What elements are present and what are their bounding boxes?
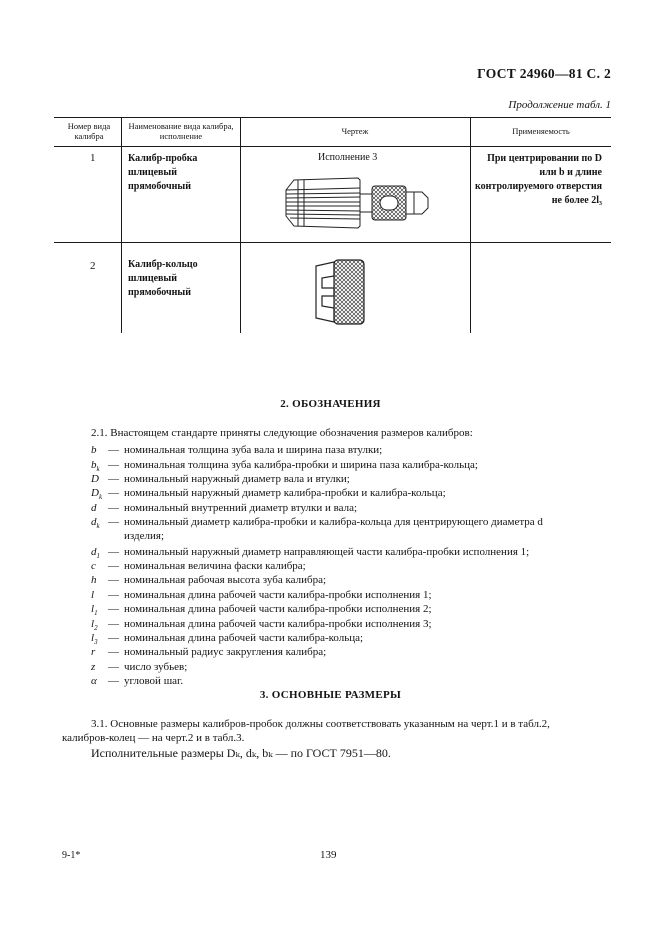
definition-item: d — номинальный внутренний диаметр втулки и вала;	[91, 502, 358, 514]
section-3-para-1-line-1: 3.1. Основные размеры калибров-пробок должны соответствовать указанным на черт.1 и в табл.2,	[91, 718, 550, 730]
row-1-note: При центрировании по D или b и длине контролируемого отверстия не более 2l₃	[475, 153, 602, 206]
plug-gauge-tail	[406, 192, 428, 214]
section-3-para-2: Исполнительные размеры Dₖ, dₖ, bₖ — по ГОСТ 7951—80.	[91, 746, 391, 760]
table-continuation-label: Продолжение табл. 1	[508, 99, 611, 111]
page-number: 139	[320, 849, 337, 861]
row-1-number: 1	[90, 152, 96, 164]
definition-item: z — число зубьев;	[91, 661, 188, 673]
definition-item: $b_k$ — номинальная толщина зуба калибра-пробки и ширина паза калибра-кольца;	[91, 459, 478, 474]
definition-item: l — номинальная длина рабочей части калибра-пробки исполнения 1;	[91, 589, 432, 601]
row-1-drawing-label: Исполнение 3	[318, 152, 378, 163]
ring-gauge-knurled-body	[334, 260, 364, 324]
definition-item: $l_2$ — номинальная длина рабочей части калибра-пробки исполнения 3;	[91, 618, 432, 633]
ring-gauge-drawing	[312, 256, 372, 328]
definition-item: D — номинальный наружный диаметр вала и втулки;	[91, 473, 350, 485]
definition-item: $d_1$ — номинальный наружный диаметр направляющей части калибра-пробки исполнения 1;	[91, 546, 530, 561]
row-2-number: 2	[90, 260, 96, 272]
ring-gauge-teeth	[316, 262, 334, 322]
plug-gauge-drawing	[280, 168, 440, 240]
definition-item: $d_k$ — номинальный диаметр калибра-пробки и калибра-кольца для центрирующего диаметра d	[91, 516, 543, 531]
table-header-name: Наименование вида калибра, исполнение	[128, 121, 234, 141]
section-2-intro: 2.1. Внастоящем стандарте приняты следующие обозначения размеров калибров:	[91, 427, 473, 439]
definition-item: b — номинальная толщина зуба вала и ширина паза втулки;	[91, 444, 383, 456]
section-3-para-1-line-2: калибров-колец — на черт.2 и в табл.3.	[62, 732, 245, 744]
definition-item: α — угловой шаг.	[91, 675, 184, 687]
footer-print-mark: 9-1*	[62, 850, 81, 861]
definition-continuation: изделия;	[124, 530, 165, 542]
definition-item: r — номинальный радиус закругления калибра;	[91, 646, 327, 658]
section-3-title: 3. ОСНОВНЫЕ РАЗМЕРЫ	[259, 689, 402, 701]
table-header-drawing: Чертеж	[341, 126, 369, 136]
definition-item: c — номинальная величина фаски калибра;	[91, 560, 306, 572]
standard-page-header: ГОСТ 24960—81 С. 2	[477, 66, 611, 81]
row-2-name: Калибр-кольцо шлицевый прямобочный	[128, 259, 198, 298]
definition-item: $l_3$ — номинальная длина рабочей части калибра-кольца;	[91, 632, 364, 647]
table-header-applicability: Применяемость	[512, 126, 570, 136]
plug-gauge-neck	[360, 194, 372, 212]
table-header-number: Номер вида калибра	[67, 121, 111, 141]
plug-gauge-splined-body	[286, 178, 360, 228]
definition-item: h — номинальная рабочая высота зуба калибра;	[91, 574, 327, 586]
row-1-name: Калибр-пробка шлицевый прямобочный	[128, 153, 198, 192]
definition-item: $l_1$ — номинальная длина рабочей части калибра-пробки исполнения 2;	[91, 603, 432, 618]
section-2-title: 2. ОБОЗНАЧЕНИЯ	[280, 398, 381, 410]
definition-item: $D_k$ — номинальный наружный диаметр калибра-пробки и калибра-кольца;	[91, 487, 446, 502]
plug-gauge-handle	[372, 186, 406, 220]
